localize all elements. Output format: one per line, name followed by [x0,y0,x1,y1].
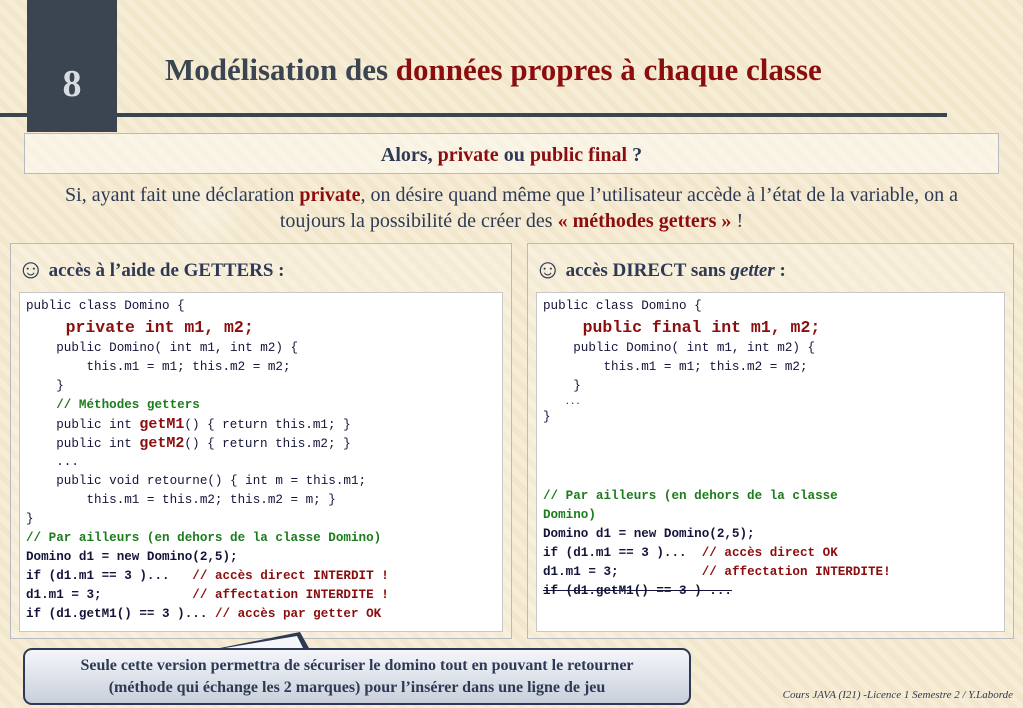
slide-number: 8 [62,63,82,105]
intro-getters: « méthodes getters » [557,210,732,232]
subhead-public-final: public final [529,144,628,166]
code-fragment: if (d1.m1 == 3 )... [543,546,702,560]
getters-code-block [19,292,503,632]
code-fragment: () { return this.m2; } [184,437,351,451]
direct-access-panel [527,243,1014,639]
intro-text-3: ! [731,210,744,232]
code-line: ... [26,455,79,469]
smiley-icon: ☺ [534,254,562,284]
direct-heading-colon: : [774,260,786,281]
course-footer: Cours JAVA (I21) -Licence 1 Semestre 2 / Y.Laborde [782,689,1013,701]
subhead-text: Alors, [380,144,438,166]
getm2-name: getM2 [139,435,185,452]
code-line [26,567,496,586]
code-comment-red: // affectation INTERDITE ! [192,588,389,602]
getters-panel [10,243,512,639]
code-line: } [543,379,581,393]
code-comment: Domino) [543,508,596,522]
title-part-1: Modélisation des [165,52,396,87]
direct-heading-text: accès DIRECT sans [565,260,731,281]
code-fragment: if (d1.getM1() == 3 )... [26,607,215,621]
code-line [543,544,998,563]
subhead-private: private [437,144,499,166]
code-comment-red: // affectation INTERDITE! [701,565,891,579]
getm1-name: getM1 [139,416,185,433]
title-part-2: données propres à chaque classe [395,52,822,87]
title-rule [117,113,947,117]
code-line-public-final-decl: public final int m1, m2; [543,318,821,337]
direct-code-block [536,292,1005,632]
code-line: public Domino( int m1, int m2) { [543,341,816,355]
code-comment: // Par ailleurs (en dehors de la classe Domino) [26,531,382,545]
intro-private: private [299,184,361,206]
code-line: public void retourne() { int m = this.m1; [26,474,367,488]
code-line: Domino d1 = new Domino(2,5); [26,550,238,564]
code-line-private-decl: private int m1, m2; [26,318,254,337]
code-comment-red: // accès direct OK [701,546,838,560]
code-fragment: public int [26,437,140,451]
intro-text-2: , on désire quand même que l’utilisateur accède à l’état de la variable, on a toujours la possibilité de créer des [279,184,958,232]
direct-heading [534,254,786,285]
subheading-box [24,133,999,174]
code-line: this.m1 = m1; this.m2 = m2; [543,360,808,374]
code-line: public class Domino { [26,299,185,313]
code-comment: // Méthodes getters [26,398,200,412]
code-line [543,563,998,582]
code-line: public Domino( int m1, int m2) { [26,341,299,355]
code-fragment: if (d1.m1 == 3 )... [26,569,193,583]
direct-heading-getter: getter [730,260,775,281]
code-fragment: d1.m1 = 3; [26,588,193,602]
getters-heading [17,254,285,285]
code-line-getm2 [26,434,496,453]
code-line [26,586,496,605]
code-line: } [26,379,64,393]
code-fragment: d1.m1 = 3; [543,565,702,579]
callout-line-2: (méthode qui échange les 2 marques) pour l’insérer dans une ligne de jeu [108,679,606,696]
intro-text-1: Si, ayant fait une déclaration [65,184,300,206]
conclusion-callout [23,648,691,705]
code-line: } [543,410,551,424]
code-line [26,605,496,624]
code-comment-red: // accès direct INTERDIT ! [192,569,389,583]
smiley-icon: ☺ [17,254,45,284]
code-line: if (d1.getM1() == 3 ) ... [543,584,732,598]
subhead-question: ? [627,144,643,166]
getters-heading-text: accès à l’aide de GETTERS : [48,260,285,281]
code-comment-red: // accès par getter OK [214,607,382,621]
code-fragment: () { return this.m1; } [184,418,351,432]
callout-line-1: Seule cette version permettra de sécuriser le domino tout en pouvant le retourner [80,657,634,674]
code-line-getm1 [26,415,496,434]
code-line: } [26,512,34,526]
intro-paragraph [30,182,993,234]
code-fragment: public int [26,418,140,432]
subhead-or: ou [498,144,530,166]
code-line: ... [543,397,581,407]
slide-title [165,52,822,88]
code-comment: // Par ailleurs (en dehors de la classe [543,489,838,503]
code-line: Domino d1 = new Domino(2,5); [543,527,755,541]
code-line: this.m1 = m1; this.m2 = m2; [26,360,291,374]
code-line: this.m1 = this.m2; this.m2 = m; } [26,493,336,507]
code-line: public class Domino { [543,299,702,313]
title-rule-left [0,113,27,117]
code-spacer [543,427,998,487]
